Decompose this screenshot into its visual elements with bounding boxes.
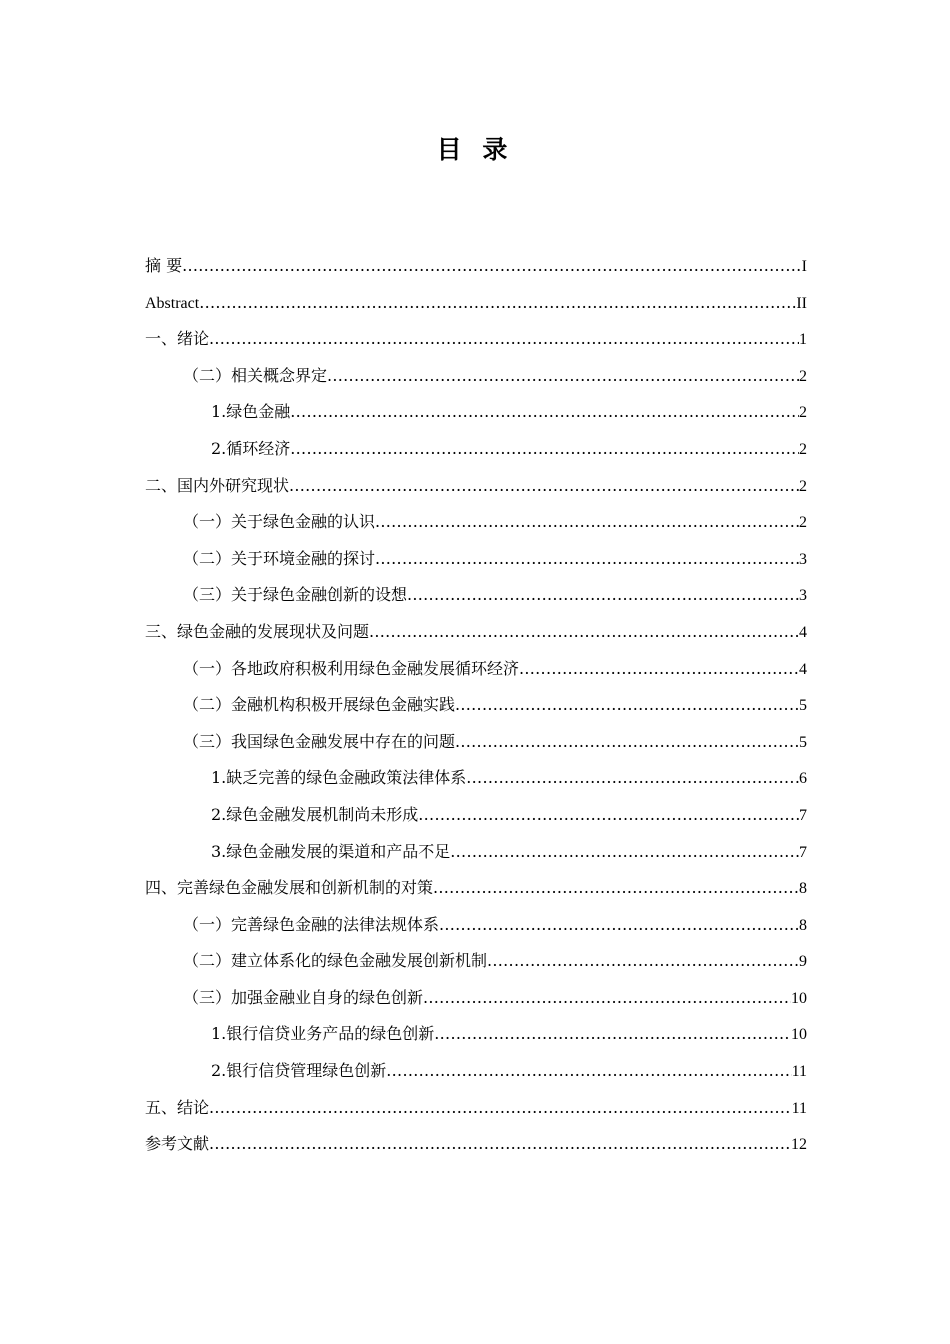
toc-entry-label: （二）建立体系化的绿色金融发展创新机制 bbox=[183, 951, 488, 971]
toc-page-number: 11 bbox=[791, 1099, 807, 1117]
toc-page-number: 7 bbox=[799, 843, 807, 861]
toc-leader-dots bbox=[199, 291, 796, 315]
toc-leader-dots bbox=[466, 766, 799, 790]
toc-entry-label: 2.绿色金融发展机制尚未形成 bbox=[211, 804, 419, 824]
toc-entry-label: 二、国内外研究现状 bbox=[145, 475, 290, 495]
toc-page-number: 8 bbox=[799, 916, 807, 934]
toc-entry-label: 一、绪论 bbox=[145, 329, 210, 349]
toc-page-number: I bbox=[801, 258, 807, 275]
toc-page-number: 2 bbox=[799, 477, 807, 495]
toc-entry-label: 2.银行信贷管理绿色创新 bbox=[211, 1061, 387, 1081]
toc-entry-label: 1.缺乏完善的绿色金融政策法律体系 bbox=[211, 768, 467, 788]
toc-page-number: II bbox=[796, 294, 807, 312]
toc-entry-label: Abstract bbox=[145, 294, 200, 312]
toc-page-number: 7 bbox=[799, 806, 807, 824]
toc-leader-dots bbox=[418, 803, 799, 827]
toc-page-number: 10 bbox=[791, 1026, 807, 1044]
toc-entry[interactable] bbox=[145, 803, 807, 840]
toc-entry-label: （一）完善绿色金融的法律法规体系 bbox=[183, 914, 440, 934]
toc-leader-dots bbox=[455, 693, 799, 717]
toc-leader-dots bbox=[209, 327, 799, 351]
toc-leader-dots bbox=[209, 1132, 791, 1156]
toc-leader-dots bbox=[375, 510, 799, 534]
toc-leader-dots bbox=[433, 876, 799, 900]
toc-leader-dots bbox=[519, 657, 799, 681]
toc-entry-label: （二）金融机构积极开展绿色金融实践 bbox=[183, 695, 456, 715]
toc-entry[interactable] bbox=[145, 1132, 807, 1169]
toc-page-number: 4 bbox=[799, 660, 807, 678]
toc-entry-label: （三）我国绿色金融发展中存在的问题 bbox=[183, 731, 456, 751]
toc-page-number: 2 bbox=[799, 367, 807, 385]
page-title: 目 录 bbox=[436, 135, 514, 164]
toc-entry-label: （二）关于环境金融的探讨 bbox=[183, 548, 376, 568]
toc-leader-dots bbox=[209, 1096, 792, 1120]
toc-page-number: 5 bbox=[799, 697, 807, 715]
toc-entry[interactable] bbox=[145, 254, 807, 291]
toc-entry-label: （一）各地政府积极利用绿色金融发展循环经济 bbox=[183, 658, 520, 678]
toc-page-number: 3 bbox=[799, 550, 807, 568]
toc-entry[interactable] bbox=[145, 437, 807, 474]
toc-entry[interactable] bbox=[145, 474, 807, 511]
toc-entry[interactable] bbox=[145, 986, 807, 1023]
toc-page-number: 1 bbox=[799, 331, 807, 349]
toc-leader-dots bbox=[369, 620, 799, 644]
toc-page-number: 10 bbox=[791, 989, 807, 1007]
toc-page-number: 2 bbox=[799, 440, 807, 458]
toc-leader-dots bbox=[290, 400, 799, 424]
toc-page-number: 2 bbox=[799, 404, 807, 422]
toc-entry-label: 1.银行信贷业务产品的绿色创新 bbox=[211, 1024, 435, 1044]
toc-entry-label: （一）关于绿色金融的认识 bbox=[183, 512, 376, 532]
toc-leader-dots bbox=[290, 437, 799, 461]
toc-leader-dots bbox=[434, 1022, 791, 1046]
toc-entry[interactable] bbox=[145, 1096, 807, 1133]
toc-entry[interactable] bbox=[145, 547, 807, 584]
toc-entry-label: 参考文献 bbox=[145, 1134, 210, 1154]
toc-entry[interactable] bbox=[145, 766, 807, 803]
toc-entry[interactable] bbox=[145, 400, 807, 437]
toc-leader-dots bbox=[455, 730, 799, 754]
toc-page-number: 8 bbox=[799, 880, 807, 898]
toc-entry[interactable] bbox=[145, 657, 807, 694]
toc-entry[interactable] bbox=[145, 693, 807, 730]
toc-entry-label: 1.绿色金融 bbox=[211, 402, 291, 422]
toc-entry-label: 五、结论 bbox=[145, 1097, 210, 1117]
toc-leader-dots bbox=[327, 364, 799, 388]
toc-entry[interactable] bbox=[145, 327, 807, 364]
toc-entry[interactable] bbox=[145, 913, 807, 950]
toc-page-number: 12 bbox=[791, 1136, 807, 1154]
toc-leader-dots bbox=[423, 986, 791, 1010]
toc-entry-label: （三）关于绿色金融创新的设想 bbox=[183, 585, 408, 605]
toc-entry-label: 三、绿色金融的发展现状及问题 bbox=[145, 621, 370, 641]
toc-entry[interactable] bbox=[145, 876, 807, 913]
toc-entry-label: 2.循环经济 bbox=[211, 438, 291, 458]
toc-page-number: 9 bbox=[799, 953, 807, 971]
toc-entry[interactable] bbox=[145, 1022, 807, 1059]
toc-leader-dots bbox=[439, 913, 799, 937]
table-of-contents bbox=[145, 254, 807, 1169]
toc-page-number: 6 bbox=[799, 770, 807, 788]
toc-leader-dots bbox=[182, 254, 802, 278]
toc-entry[interactable] bbox=[145, 291, 807, 328]
toc-entry[interactable] bbox=[145, 583, 807, 620]
toc-entry[interactable] bbox=[145, 510, 807, 547]
toc-entry[interactable] bbox=[145, 620, 807, 657]
toc-entry[interactable] bbox=[145, 1059, 807, 1096]
toc-entry[interactable] bbox=[145, 840, 807, 877]
toc-entry[interactable] bbox=[145, 949, 807, 986]
toc-entry-label: （二）相关概念界定 bbox=[183, 365, 328, 385]
toc-entry-label: 摘 要 bbox=[145, 256, 183, 275]
toc-entry[interactable] bbox=[145, 730, 807, 767]
toc-entry-label: 四、完善绿色金融发展和创新机制的对策 bbox=[145, 878, 434, 898]
toc-entry-label: 3.绿色金融发展的渠道和产品不足 bbox=[211, 841, 451, 861]
toc-entry-label: （三）加强金融业自身的绿色创新 bbox=[183, 987, 424, 1007]
toc-leader-dots bbox=[289, 474, 799, 498]
toc-page-number: 11 bbox=[791, 1063, 807, 1081]
toc-leader-dots bbox=[375, 547, 799, 571]
toc-page-number: 5 bbox=[799, 733, 807, 751]
toc-leader-dots bbox=[450, 840, 799, 864]
toc-page-number: 4 bbox=[799, 623, 807, 641]
toc-leader-dots bbox=[386, 1059, 791, 1083]
toc-leader-dots bbox=[487, 949, 799, 973]
toc-page-number: 2 bbox=[799, 514, 807, 532]
toc-entry[interactable] bbox=[145, 364, 807, 401]
toc-page-number: 3 bbox=[799, 587, 807, 605]
toc-leader-dots bbox=[407, 583, 799, 607]
